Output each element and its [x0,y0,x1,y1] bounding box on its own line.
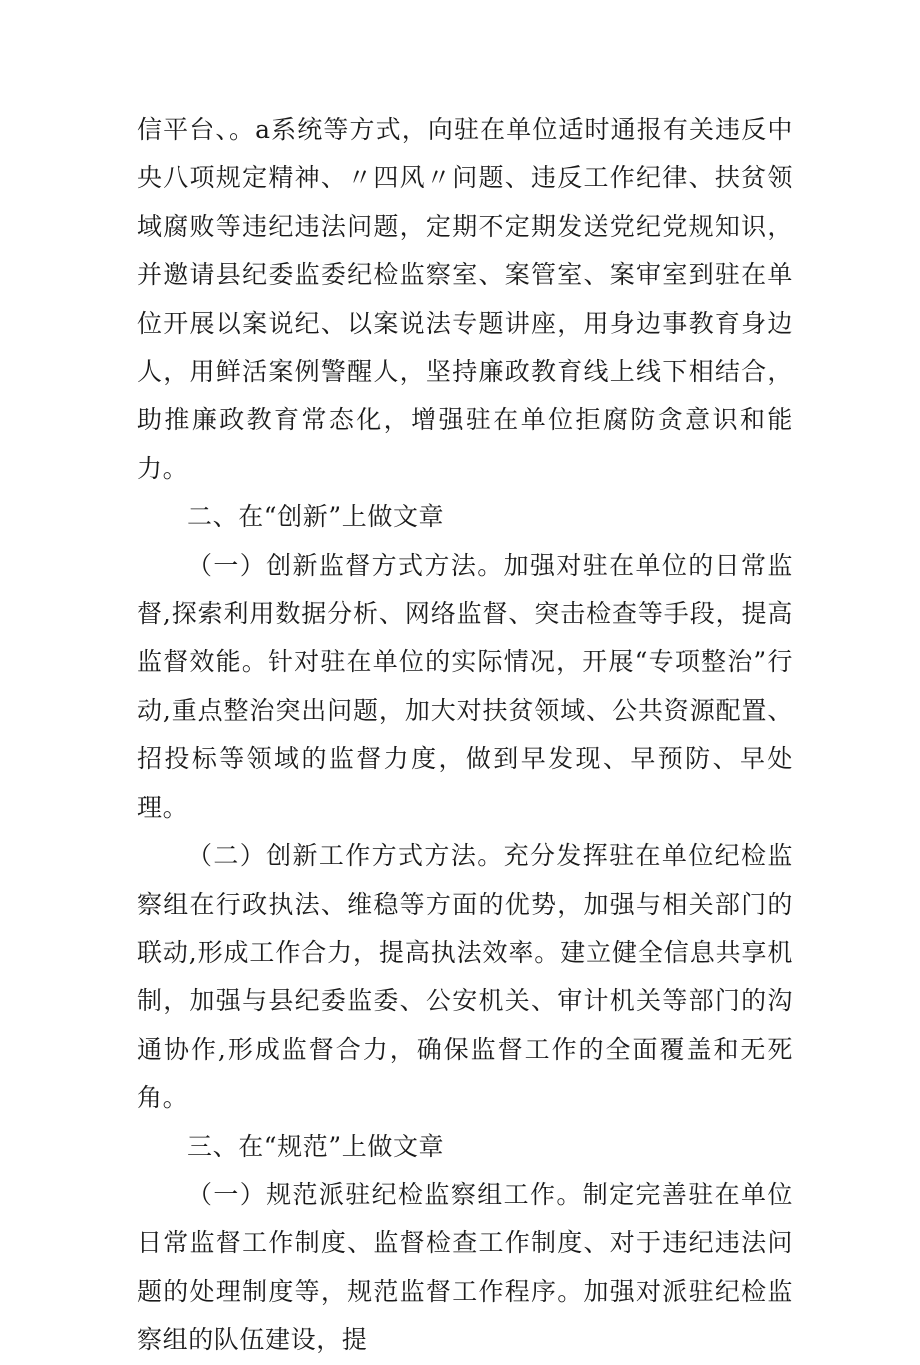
section-heading-innovation: 二、在“创新”上做文章 [187,502,445,532]
paragraph-continuation: 信平台、。a系统等方式，向驻在单位适时通报有关违反中央八项规定精神、〃四风〃问题、违反工作纪律、扶贫领域腐败等违纪违法问题，定期不定期发送党纪党规知识，并邀请县纪委监委纪检监察室、案管室、案审室到驻在单位开展以案说纪、以案说法专题讲座，用身边事教育身边人，用鲜活案例警醒人，坚持廉政教育线上线下相结合，助推廉政教育常态化，增强驻在单位拒腐防贪意识和能力。 [137,115,793,483]
document-body [137,106,793,1365]
paragraph-innovate-supervision: （一）创新监督方式方法。加强对驻在单位的日常监督,探索利用数据分析、网络监督、突击检查等手段，提高监督效能。针对驻在单位的实际情况，开展“专项整治”行动,重点整治突出问题，加大对扶贫领域、公共资源配置、招投标等领域的监督力度，做到早发现、早预防、早处理。 [137,550,793,822]
section-heading-standardization: 三、在“规范”上做文章 [187,1131,445,1161]
paragraph-standardize-group: （一）规范派驻纪检监察组工作。制定完善驻在单位日常监督工作制度、监督检查工作制度、对于违纪违法问题的处理制度等，规范监督工作程序。加强对派驻纪检监察组的队伍建设，提 [137,1179,793,1355]
paragraph-innovate-work: （二）创新工作方式方法。充分发挥驻在单位纪检监察组在行政执法、维稳等方面的优势，加强与相关部门的联动,形成工作合力，提高执法效率。建立健全信息共享机制，加强与县纪委监委、公安机关、审计机关等部门的沟通协作,形成监督合力，确保监督工作的全面覆盖和无死角。 [137,841,793,1113]
